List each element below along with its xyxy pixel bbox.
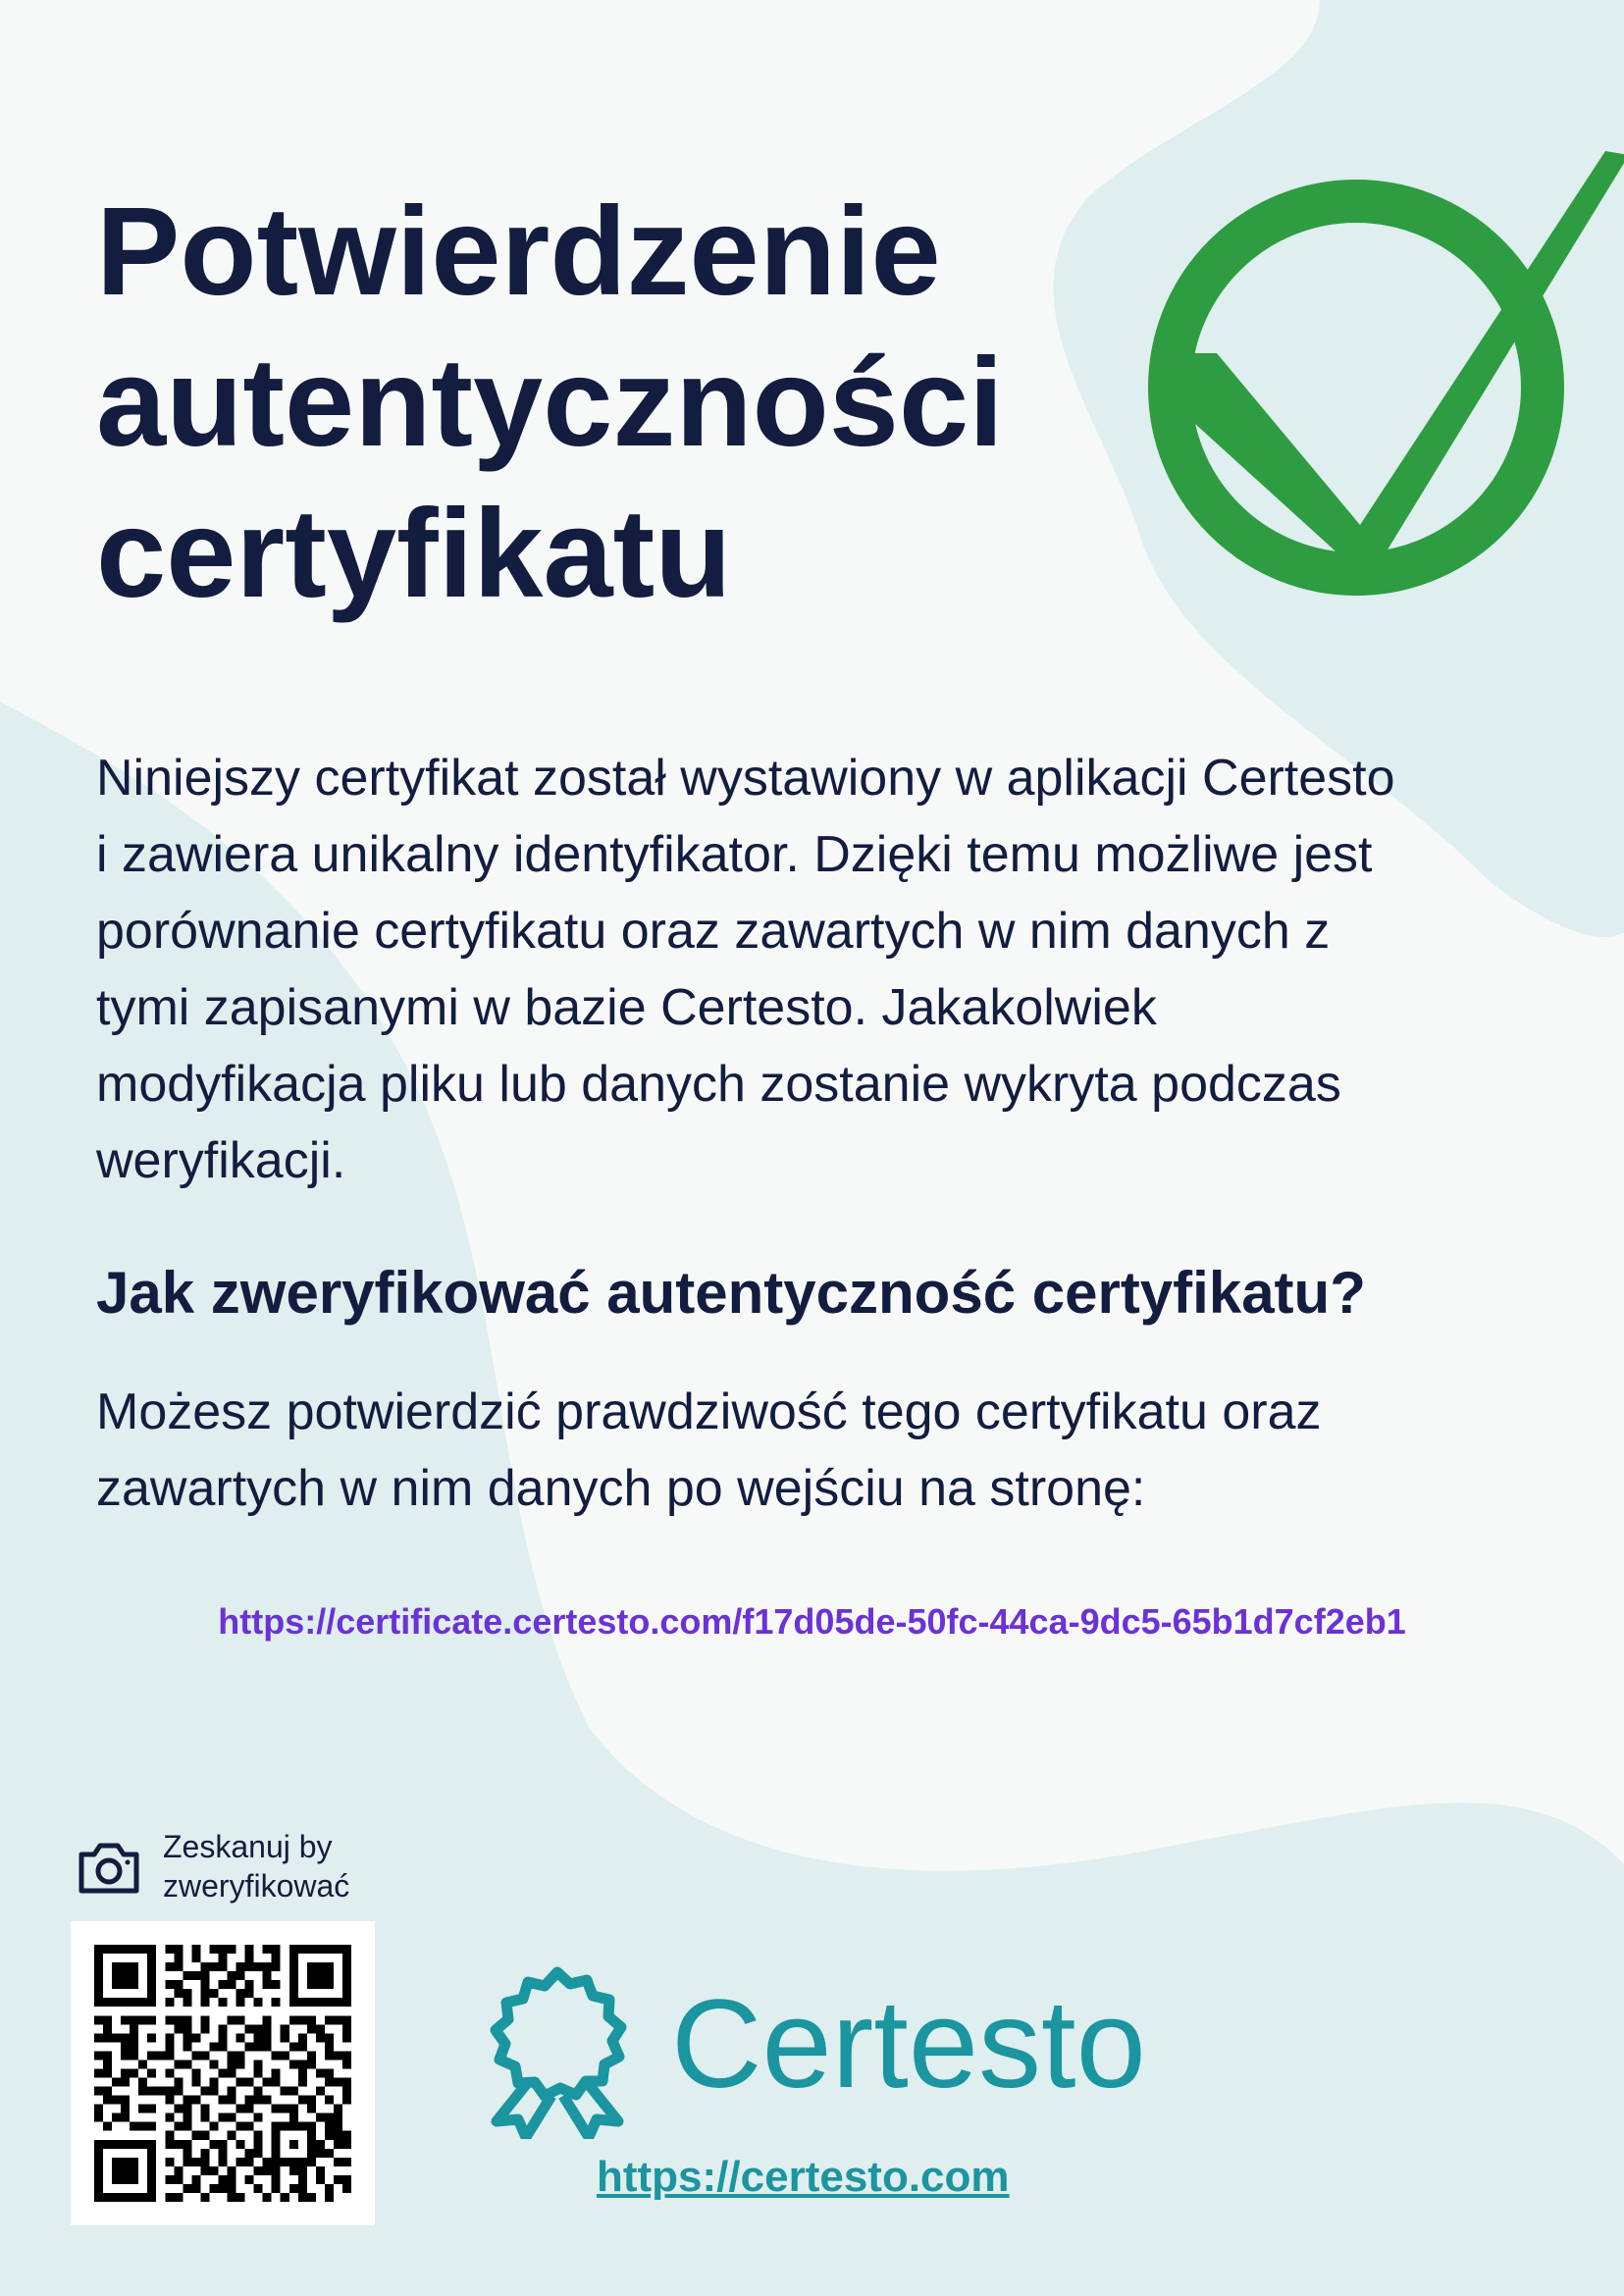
scan-line-1: Zeskanuj by xyxy=(163,1829,333,1864)
intro-line-1: Niniejszy certyfikat został wystawiony w aplikacji Certesto xyxy=(96,750,1395,807)
intro-line-3: porównanie certyfikatu oraz zawartych w nim danych z xyxy=(96,903,1331,960)
checkmark-circle-icon xyxy=(1119,147,1624,618)
visit-line-2: zawartych w nim danych po wejściu na stronę: xyxy=(96,1460,1146,1517)
qr-code[interactable] xyxy=(71,1921,375,2225)
title-line-1: Potwierdzenie xyxy=(96,182,941,322)
visit-paragraph xyxy=(96,1374,1321,1527)
title-line-2: autentyczności xyxy=(96,333,1004,473)
verification-url-link[interactable]: https://certificate.certesto.com/f17d05de-50fc-44ca-9dc5-65b1d7cf2eb1 xyxy=(218,1601,1406,1642)
scan-line-2: zweryfikować xyxy=(163,1868,350,1904)
intro-line-5: modyfikacja pliku lub danych zostanie wykryta podczas xyxy=(96,1056,1341,1113)
scan-instruction xyxy=(163,1827,349,1905)
intro-paragraph xyxy=(96,740,1548,1199)
qr-code-pattern xyxy=(94,1945,351,2202)
title-line-3: certyfikatu xyxy=(96,484,732,624)
intro-line-4: tymi zapisanymi w bazie Certesto. Jakakolwiek xyxy=(96,979,1157,1036)
intro-line-6: weryfikacji. xyxy=(96,1132,346,1189)
camera-icon xyxy=(77,1841,141,1896)
verification-heading: Jak zweryfikować autentyczność certyfikatu? xyxy=(96,1260,1366,1326)
brand-name: Certesto xyxy=(671,1974,1146,2114)
certesto-logo xyxy=(469,1962,1156,2139)
page-title xyxy=(96,177,1077,630)
intro-line-2: i zawiera unikalny identyfikator. Dzięki temu możliwe jest xyxy=(96,826,1373,883)
visit-line-1: Możesz potwierdzić prawdziwość tego certyfikatu oraz xyxy=(96,1383,1322,1440)
certesto-website-link[interactable]: https://certesto.com xyxy=(597,2153,1010,2201)
rosette-badge-icon xyxy=(469,1962,646,2139)
